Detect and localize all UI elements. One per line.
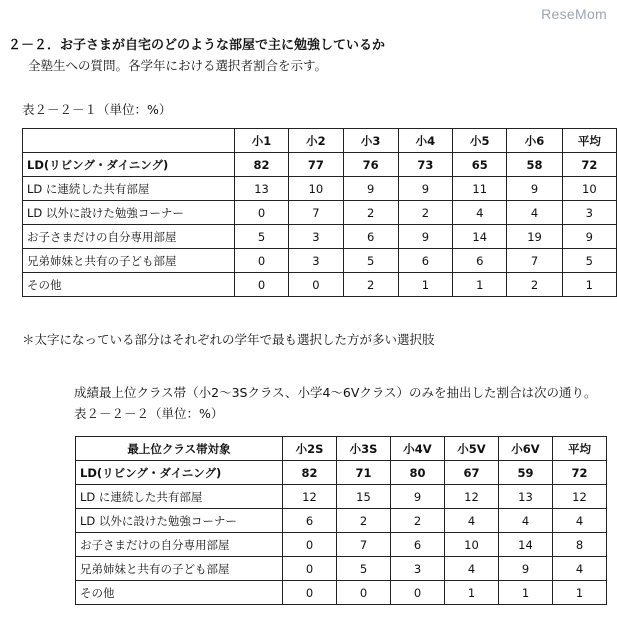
table-cell: 15	[337, 485, 391, 509]
table-cell: 2	[343, 273, 398, 297]
table-cell: 3	[391, 557, 445, 581]
table2-col-header: 小3S	[337, 437, 391, 461]
table-cell: 82	[283, 461, 337, 485]
table-row	[76, 509, 607, 533]
table-cell: 2	[398, 201, 452, 225]
table1-col-header: 小3	[343, 129, 398, 153]
table1-caption: 表２－２－１（単位：%）	[22, 102, 172, 117]
table-cell: 11	[453, 177, 507, 201]
table-cell: 1	[453, 273, 507, 297]
table-cell: 5	[337, 557, 391, 581]
table-cell: 2	[391, 509, 445, 533]
table-cell: 9	[507, 177, 562, 201]
table-cell: 1	[553, 581, 607, 605]
table-cell: 12	[283, 485, 337, 509]
table-row	[76, 557, 607, 581]
table-cell: 4	[445, 557, 499, 581]
table1-corner	[23, 129, 235, 153]
table-cell: 13	[499, 485, 553, 509]
table-cell: 12	[445, 485, 499, 509]
table-cell: 58	[507, 153, 562, 177]
table-cell: 2	[507, 273, 562, 297]
table2-col-header: 小6V	[499, 437, 553, 461]
table-cell: 7	[289, 201, 343, 225]
table1-col-header: 小5	[453, 129, 507, 153]
table2-header-row	[76, 437, 607, 461]
top-class-lead: 成績最上位クラス帯（小2～3Sクラス、小学4～6Vクラス）のみを抽出した割合は次の通り。	[74, 385, 597, 400]
row-label: お子さまだけの自分専用部屋	[76, 533, 283, 557]
table-cell: 10	[562, 177, 616, 201]
table-cell: 5	[343, 249, 398, 273]
table-row	[76, 485, 607, 509]
table2	[75, 436, 607, 605]
table-cell: 12	[553, 485, 607, 509]
table-cell: 9	[343, 177, 398, 201]
table-cell: 7	[337, 533, 391, 557]
table-cell: 14	[499, 533, 553, 557]
table-row	[23, 249, 617, 273]
table-cell: 7	[507, 249, 562, 273]
table-cell: 76	[343, 153, 398, 177]
table1-col-header: 小6	[507, 129, 562, 153]
table-cell: 3	[289, 249, 343, 273]
table-cell: 5	[562, 249, 616, 273]
table-cell: 0	[234, 201, 288, 225]
table-row	[23, 177, 617, 201]
table-cell: 0	[283, 533, 337, 557]
table-cell: 2	[343, 201, 398, 225]
row-label: その他	[76, 581, 283, 605]
table-cell: 4	[553, 557, 607, 581]
table1	[22, 128, 617, 297]
table-cell: 10	[445, 533, 499, 557]
table-cell: 6	[343, 225, 398, 249]
table-cell: 0	[289, 273, 343, 297]
table-cell: 71	[337, 461, 391, 485]
table-cell: 0	[283, 581, 337, 605]
table-row	[76, 461, 607, 485]
table-cell: 4	[553, 509, 607, 533]
table1-col-header: 小4	[398, 129, 452, 153]
table-cell: 4	[445, 509, 499, 533]
table-row	[23, 153, 617, 177]
row-label: 兄弟姉妹と共有の子ども部屋	[23, 249, 235, 273]
table-cell: 9	[562, 225, 616, 249]
row-label: LD に連続した共有部屋	[23, 177, 235, 201]
table-cell: 6	[453, 249, 507, 273]
table-cell: 4	[453, 201, 507, 225]
table-cell: 6	[283, 509, 337, 533]
table-cell: 0	[391, 581, 445, 605]
table-row	[76, 581, 607, 605]
table-cell: 3	[289, 225, 343, 249]
row-label: その他	[23, 273, 235, 297]
table-cell: 72	[562, 153, 616, 177]
table1-col-header: 小1	[234, 129, 288, 153]
table2-corner: 最上位クラス帯対象	[76, 437, 283, 461]
table-cell: 6	[398, 249, 452, 273]
table-cell: 0	[283, 557, 337, 581]
bold-note: ＊太字になっている部分はそれぞれの学年で最も選択した方が多い選択肢	[22, 332, 435, 347]
row-label: LD(リビング・ダイニング)	[76, 461, 283, 485]
resemom-logo: ReseMom	[541, 6, 607, 22]
table-cell: 0	[337, 581, 391, 605]
row-label: LD(リビング・ダイニング)	[23, 153, 235, 177]
table-cell: 4	[499, 509, 553, 533]
row-label: 兄弟姉妹と共有の子ども部屋	[76, 557, 283, 581]
table2-caption: 表２－２－２（単位：%）	[74, 406, 224, 421]
table-cell: 2	[337, 509, 391, 533]
row-label: LD に連続した共有部屋	[76, 485, 283, 509]
table2-col-header: 小5V	[445, 437, 499, 461]
section-heading: ２－２．お子さまが自宅のどのような部屋で主に勉強しているか	[8, 38, 386, 53]
section-lead: 全塾生への質問。各学年における選択者割合を示す。	[28, 58, 328, 73]
table-cell: 10	[289, 177, 343, 201]
table-cell: 4	[507, 201, 562, 225]
table-cell: 82	[234, 153, 288, 177]
table-cell: 0	[234, 249, 288, 273]
table-cell: 0	[234, 273, 288, 297]
table-cell: 9	[499, 557, 553, 581]
table1-header-row	[23, 129, 617, 153]
table-cell: 14	[453, 225, 507, 249]
table-cell: 6	[391, 533, 445, 557]
table1-col-header: 平均	[562, 129, 616, 153]
table1-col-header: 小2	[289, 129, 343, 153]
table-cell: 1	[562, 273, 616, 297]
table-cell: 9	[391, 485, 445, 509]
table-row	[23, 273, 617, 297]
table-cell: 9	[398, 177, 452, 201]
table-row	[23, 201, 617, 225]
table2-col-header: 小2S	[283, 437, 337, 461]
table2-col-header: 小4V	[391, 437, 445, 461]
table-cell: 73	[398, 153, 452, 177]
row-label: LD 以外に設けた勉強コーナー	[76, 509, 283, 533]
table-cell: 3	[562, 201, 616, 225]
table-cell: 8	[553, 533, 607, 557]
table-cell: 5	[234, 225, 288, 249]
table-cell: 1	[398, 273, 452, 297]
table-cell: 67	[445, 461, 499, 485]
table-row	[23, 225, 617, 249]
table-cell: 9	[398, 225, 452, 249]
table-cell: 80	[391, 461, 445, 485]
row-label: LD 以外に設けた勉強コーナー	[23, 201, 235, 225]
table-cell: 19	[507, 225, 562, 249]
table-cell: 13	[234, 177, 288, 201]
table-cell: 65	[453, 153, 507, 177]
table-cell: 72	[553, 461, 607, 485]
table-cell: 77	[289, 153, 343, 177]
row-label: お子さまだけの自分専用部屋	[23, 225, 235, 249]
table-cell: 59	[499, 461, 553, 485]
table-row	[76, 533, 607, 557]
table-cell: 1	[499, 581, 553, 605]
table-cell: 1	[445, 581, 499, 605]
table2-col-header: 平均	[553, 437, 607, 461]
